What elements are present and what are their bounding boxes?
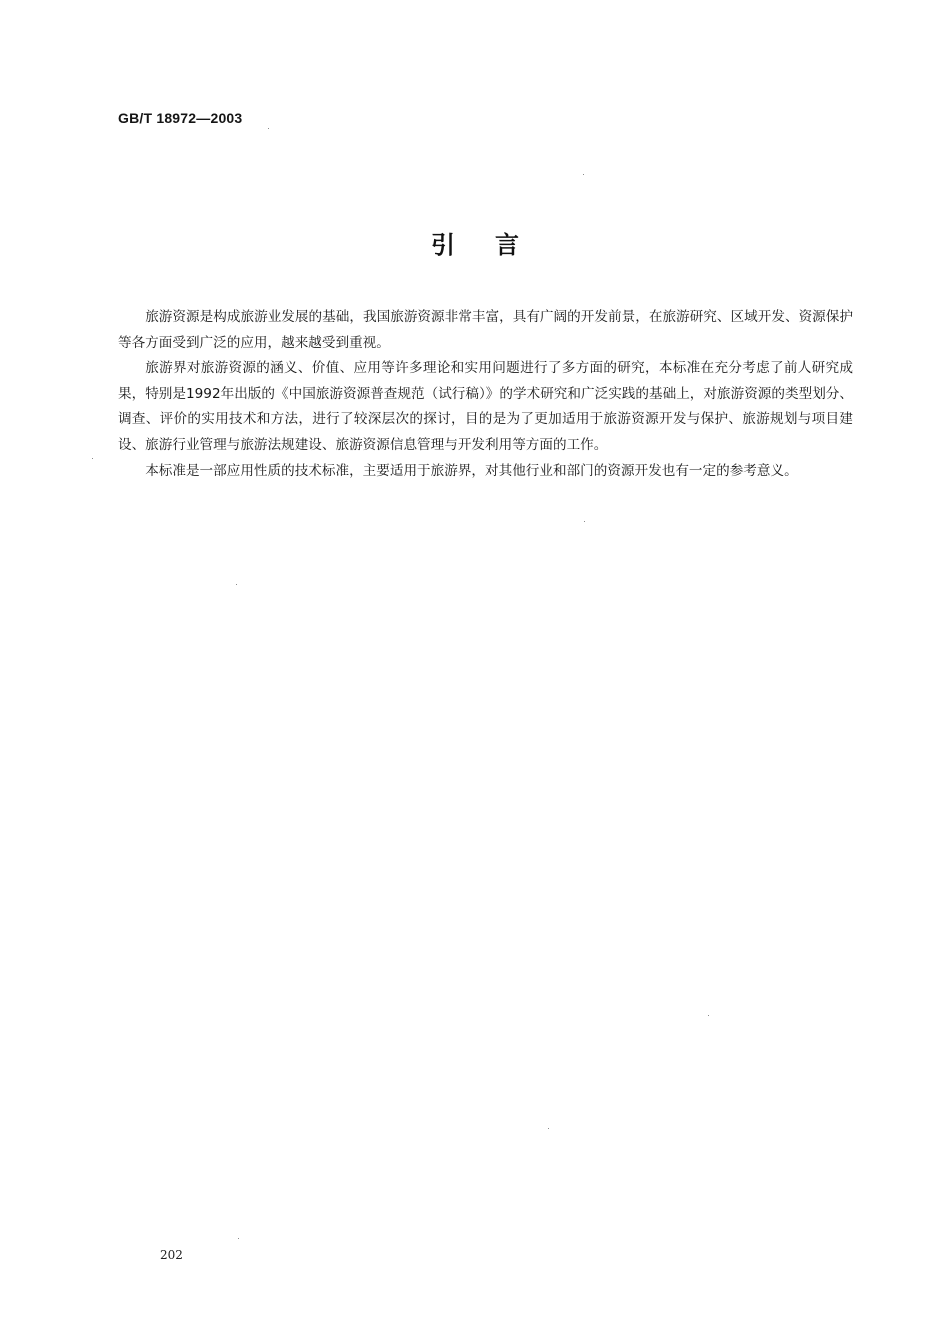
scan-speck: [268, 128, 269, 129]
scan-speck: [548, 1128, 549, 1129]
scan-speck: [236, 584, 237, 585]
standard-number: GB/T 18972—2003: [118, 110, 243, 126]
scan-speck: [238, 1238, 239, 1239]
paragraph-3: 本标准是一部应用性质的技术标准，主要适用于旅游界，对其他行业和部门的资源开发也有一定的参考意义。: [145, 462, 798, 479]
scan-speck: [708, 1015, 709, 1016]
title-char-1: 引: [431, 231, 455, 259]
scan-speck: [92, 458, 93, 459]
introduction-body: [118, 305, 853, 484]
scan-speck: [583, 174, 584, 175]
paragraph-2: 旅游界对旅游资源的涵义、价值、应用等许多理论和实用问题进行了多方面的研究，本标准在充分考虑了前人研究成果，特别是1992年出版的《中国旅游资源普查规范（试行稿）》的学术研究和广泛实践的基础上，对旅游资源的类型划分、调查、评价的实用技术和方法，进行了较深层次的探讨，目的是为了更加适用于旅游资源开发与保护、旅游规划与项目建设、旅游行业管理与旅游法规建设、旅游资源信息管理与开发利用等方面的工作。: [118, 360, 853, 453]
scan-speck: [584, 521, 585, 522]
paragraph-1: 旅游资源是构成旅游业发展的基础，我国旅游资源非常丰富，具有广阔的开发前景，在旅游研究、区域开发、资源保护等各方面受到广泛的应用，越来越受到重视。: [118, 309, 853, 351]
page-title: [0, 225, 950, 260]
page-number: 202: [160, 1248, 183, 1262]
title-char-2: 言: [495, 231, 519, 259]
